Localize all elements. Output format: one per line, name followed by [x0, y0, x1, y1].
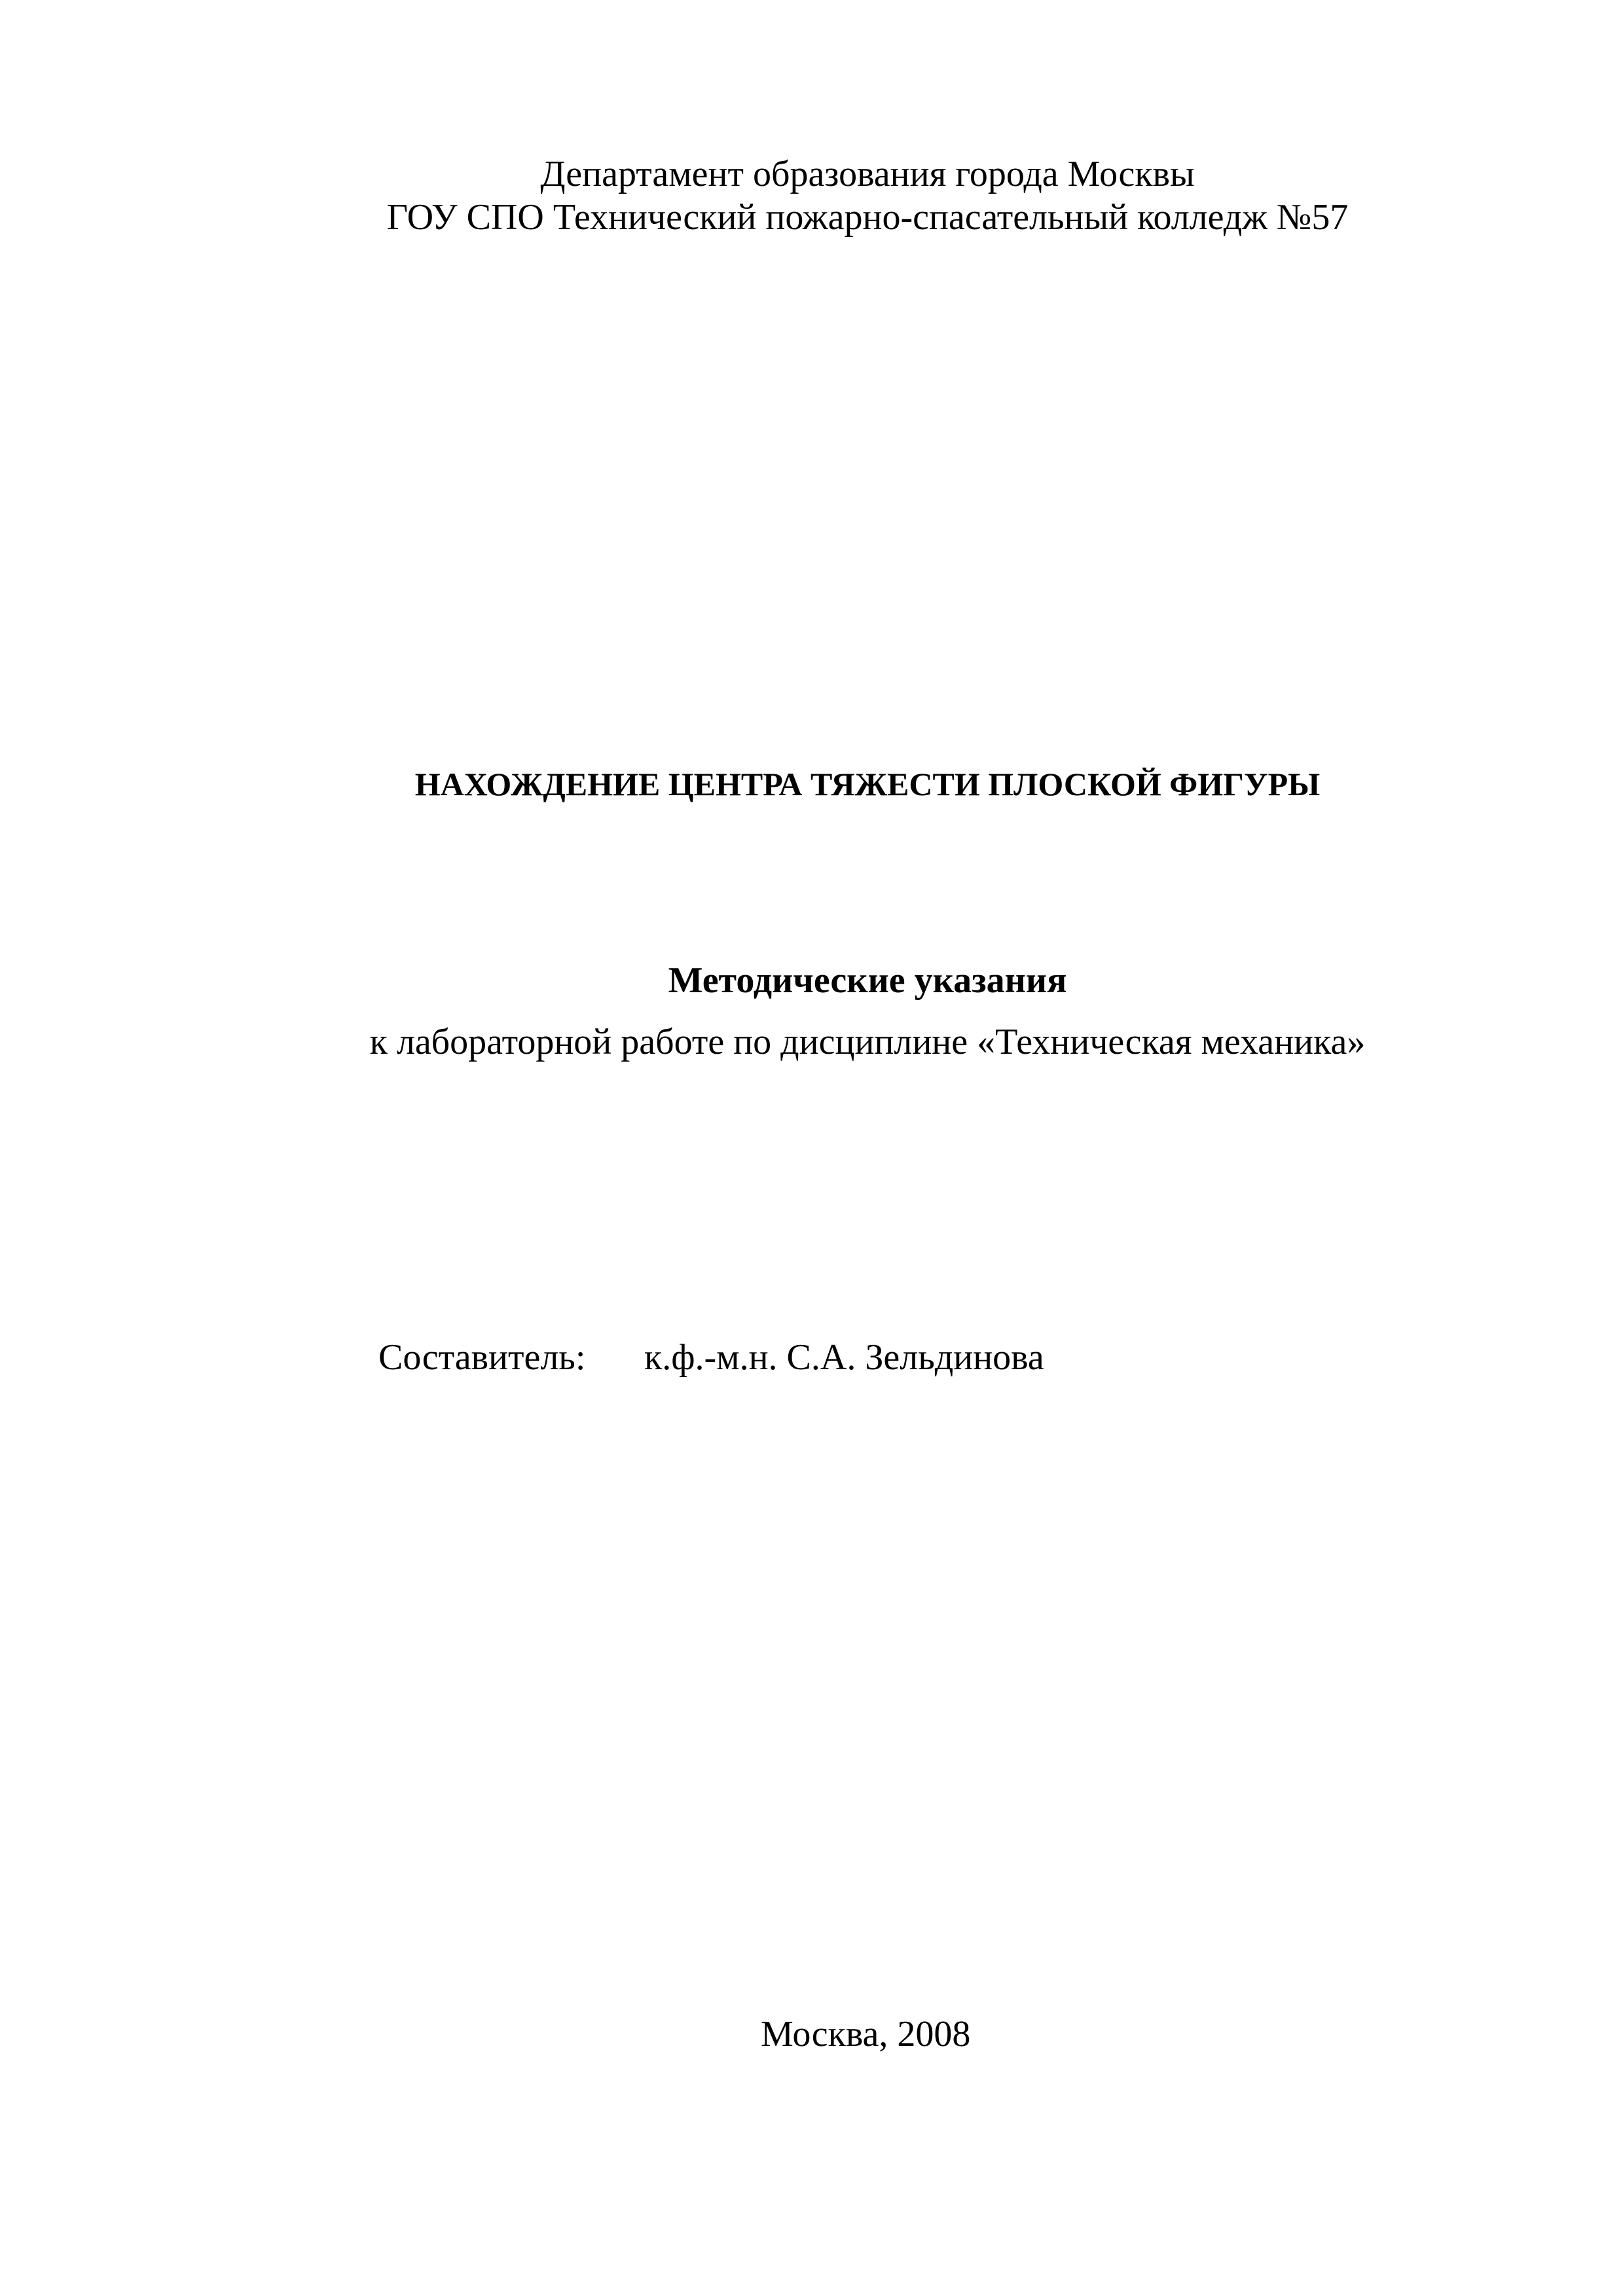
document-title: НАХОЖДЕНИЕ ЦЕНТРА ТЯЖЕСТИ ПЛОСКОЙ ФИГУРЫ — [414, 766, 1321, 802]
city-year: Москва, 2008 — [761, 2014, 971, 2054]
department-name: Департамент образования города Москвы — [540, 154, 1195, 194]
compiler-label: Составитель: — [378, 1337, 586, 1378]
document-subtitle: Методические указания — [668, 960, 1067, 1001]
document-subtitle-description: к лабораторной работе по дисциплине «Техническая механика» — [369, 1022, 1366, 1062]
college-name: ГОУ СПО Технический пожарно-спасательный колледж №57 — [386, 197, 1349, 238]
compiler-name: к.ф.-м.н. С.А. Зельдинова — [644, 1337, 1044, 1378]
